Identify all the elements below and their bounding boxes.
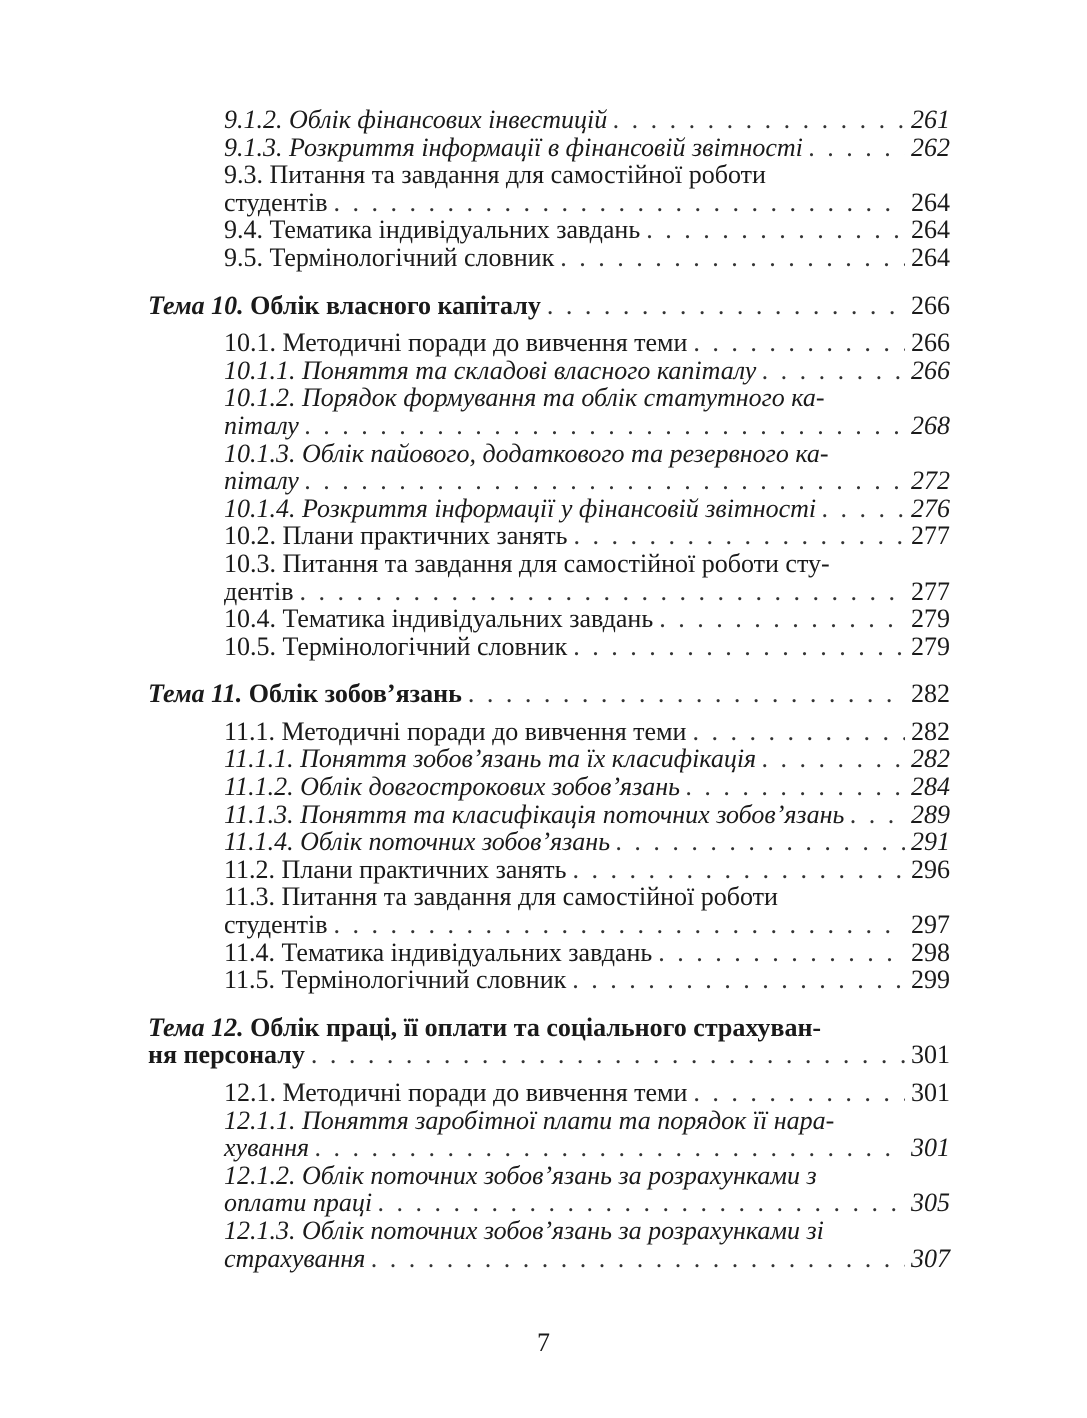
toc-entry: 10.1.3. Облік пайового, додаткового та резервного ка- bbox=[224, 438, 829, 468]
toc-entry: 11.1. Методичні поради до вивчення теми . . . 282 bbox=[148, 718, 950, 746]
toc-entry: 10.1. Методичні поради до вивчення теми . . . 266 bbox=[148, 329, 950, 357]
dot-leader bbox=[658, 939, 905, 967]
dot-leader bbox=[305, 412, 905, 440]
toc-entry: 9.4. Тематика індивідуальних завдань . . . 264 bbox=[148, 216, 950, 244]
dot-leader bbox=[573, 633, 905, 661]
page-ref: 297 bbox=[911, 910, 950, 940]
toc-entry: 11.5. Термінологічний словник . . . 299 bbox=[148, 966, 950, 994]
dot-leader bbox=[616, 828, 905, 856]
page-ref: 276 bbox=[911, 493, 950, 523]
dot-leader bbox=[762, 745, 905, 773]
dot-leader bbox=[646, 216, 905, 244]
toc-entry: піталу . . . 268 bbox=[148, 412, 950, 440]
page-ref: 277 bbox=[911, 576, 950, 606]
page-ref: 307 bbox=[911, 1243, 950, 1273]
toc-entry: 10.5. Термінологічний словник . . . 279 bbox=[148, 633, 950, 661]
toc-entry: 12.1.3. Облік поточних зобов’язань за розрахунками зі bbox=[224, 1215, 824, 1245]
toc-entry: 11.4. Тематика індивідуальних завдань . . . 298 bbox=[148, 939, 950, 967]
toc-entry: 11.1.2. Облік довгострокових зобов’язань . . . 284 bbox=[148, 773, 950, 801]
page-ref: 282 bbox=[911, 744, 950, 774]
page-ref: 264 bbox=[911, 242, 950, 272]
page-ref: 282 bbox=[911, 716, 950, 746]
dot-leader bbox=[822, 495, 905, 523]
toc-entry: 10.2. Плани практичних занять . . . 277 bbox=[148, 522, 950, 550]
dot-leader bbox=[693, 1079, 905, 1107]
toc-entry: дентів . . . 277 bbox=[148, 578, 950, 606]
dot-leader bbox=[315, 1134, 905, 1162]
toc-topic bbox=[148, 680, 950, 708]
dot-leader bbox=[850, 801, 905, 829]
dot-leader bbox=[686, 773, 905, 801]
toc-entry: студентів . . . 264 bbox=[148, 189, 950, 217]
page-ref: 284 bbox=[911, 772, 950, 802]
dot-leader bbox=[809, 134, 905, 162]
table-of-contents bbox=[148, 106, 950, 1272]
toc-entry: страхування . . . 307 bbox=[148, 1245, 950, 1273]
dot-leader bbox=[468, 680, 905, 708]
page-ref: 266 bbox=[911, 290, 950, 320]
dot-leader bbox=[573, 522, 905, 550]
toc-entry: хування . . . 301 bbox=[148, 1134, 950, 1162]
toc-entry: 10.4. Тематика індивідуальних завдань . . . 279 bbox=[148, 605, 950, 633]
dot-leader bbox=[572, 856, 905, 884]
toc-entry: 11.1.3. Поняття та класифікація поточних зобов’язань . . . 289 bbox=[148, 801, 950, 829]
toc-entry: 11.1.4. Облік поточних зобов’язань . . . 291 bbox=[148, 828, 950, 856]
dot-leader bbox=[613, 106, 905, 134]
dot-leader bbox=[311, 1041, 905, 1069]
dot-leader bbox=[547, 292, 905, 320]
toc-entry: 10.3. Питання та завдання для самостійної роботи сту- bbox=[224, 548, 830, 578]
toc-entry: студентів . . . 297 bbox=[148, 911, 950, 939]
toc-entry: оплати праці . . . 305 bbox=[148, 1189, 950, 1217]
toc-entry: 9.5. Термінологічний словник . . . 264 bbox=[148, 244, 950, 272]
page-ref: 262 bbox=[911, 132, 950, 162]
toc-entry: 11.3. Питання та завдання для самостійної роботи bbox=[224, 882, 778, 912]
page-number: 7 bbox=[537, 1328, 550, 1357]
toc-entry: 12.1. Методичні поради до вивчення теми . . . 301 bbox=[148, 1079, 950, 1107]
dot-leader bbox=[572, 966, 905, 994]
page-ref: 261 bbox=[911, 105, 950, 134]
page-ref: 282 bbox=[911, 679, 950, 709]
topic-title: Облік праці, її оплати та соціального страхуван- bbox=[250, 1012, 822, 1042]
topic-title: Облік зобов’язань bbox=[248, 679, 462, 709]
toc-topic bbox=[148, 1014, 950, 1042]
toc-entry: 10.1.2. Порядок формування та облік статутного ка- bbox=[224, 383, 825, 413]
page-ref: 291 bbox=[911, 827, 950, 857]
page-ref: 264 bbox=[911, 187, 950, 217]
toc-topic: ня персоналу . . . 301 bbox=[148, 1041, 950, 1069]
page-ref: 299 bbox=[911, 965, 950, 995]
dot-leader bbox=[560, 244, 905, 272]
toc-entry: 10.1.1. Поняття та складові власного капіталу . . . 266 bbox=[148, 357, 950, 385]
dot-leader bbox=[693, 329, 905, 357]
dot-leader bbox=[659, 605, 905, 633]
page-ref: 298 bbox=[911, 937, 950, 967]
dot-leader bbox=[378, 1189, 905, 1217]
topic-title: Облік власного капіталу bbox=[250, 290, 541, 320]
toc-topic bbox=[148, 292, 950, 320]
dot-leader bbox=[300, 578, 905, 606]
page-ref: 279 bbox=[911, 604, 950, 634]
toc-entry: піталу . . . 272 bbox=[148, 467, 950, 495]
dot-leader bbox=[692, 718, 905, 746]
topic-number: Тема 10. bbox=[148, 290, 244, 320]
toc-entry: 11.2. Плани практичних занять . . . 296 bbox=[148, 856, 950, 884]
page-ref: 266 bbox=[911, 355, 950, 385]
toc-entry: 11.1.1. Поняття зобов’язань та їх класифікація . . . 282 bbox=[148, 745, 950, 773]
toc-entry: 10.1.4. Розкриття інформації у фінансовій звітності . . . 276 bbox=[148, 495, 950, 523]
toc-entry: 9.3. Питання та завдання для самостійної роботи bbox=[224, 160, 766, 190]
topic-number: Тема 11. bbox=[148, 679, 243, 709]
topic-number: Тема 12. bbox=[148, 1012, 244, 1042]
toc-entry: 9.1.2. Облік фінансових інвестицій . . . 261 bbox=[148, 106, 950, 134]
page-ref: 305 bbox=[911, 1188, 950, 1218]
dot-leader bbox=[305, 467, 905, 495]
page-ref: 268 bbox=[911, 410, 950, 440]
page-ref: 279 bbox=[911, 631, 950, 661]
dot-leader bbox=[333, 911, 905, 939]
page-ref: 301 bbox=[911, 1040, 950, 1070]
page-ref: 272 bbox=[911, 466, 950, 496]
dot-leader bbox=[762, 357, 905, 385]
dot-leader bbox=[333, 189, 905, 217]
page-ref: 266 bbox=[911, 328, 950, 358]
toc-entry: 12.1.2. Облік поточних зобов’язань за розрахунками з bbox=[224, 1160, 817, 1190]
page-ref: 264 bbox=[911, 215, 950, 245]
page-ref: 277 bbox=[911, 521, 950, 551]
toc-entry: 12.1.1. Поняття заробітної плати та порядок її нара- bbox=[224, 1105, 835, 1135]
page-ref: 301 bbox=[911, 1133, 950, 1163]
page-ref: 289 bbox=[911, 799, 950, 829]
dot-leader bbox=[371, 1245, 905, 1273]
page-ref: 301 bbox=[911, 1078, 950, 1107]
page-ref: 296 bbox=[911, 854, 950, 884]
toc-entry: 9.1.3. Розкриття інформації в фінансовій звітності . . . 262 bbox=[148, 134, 950, 162]
